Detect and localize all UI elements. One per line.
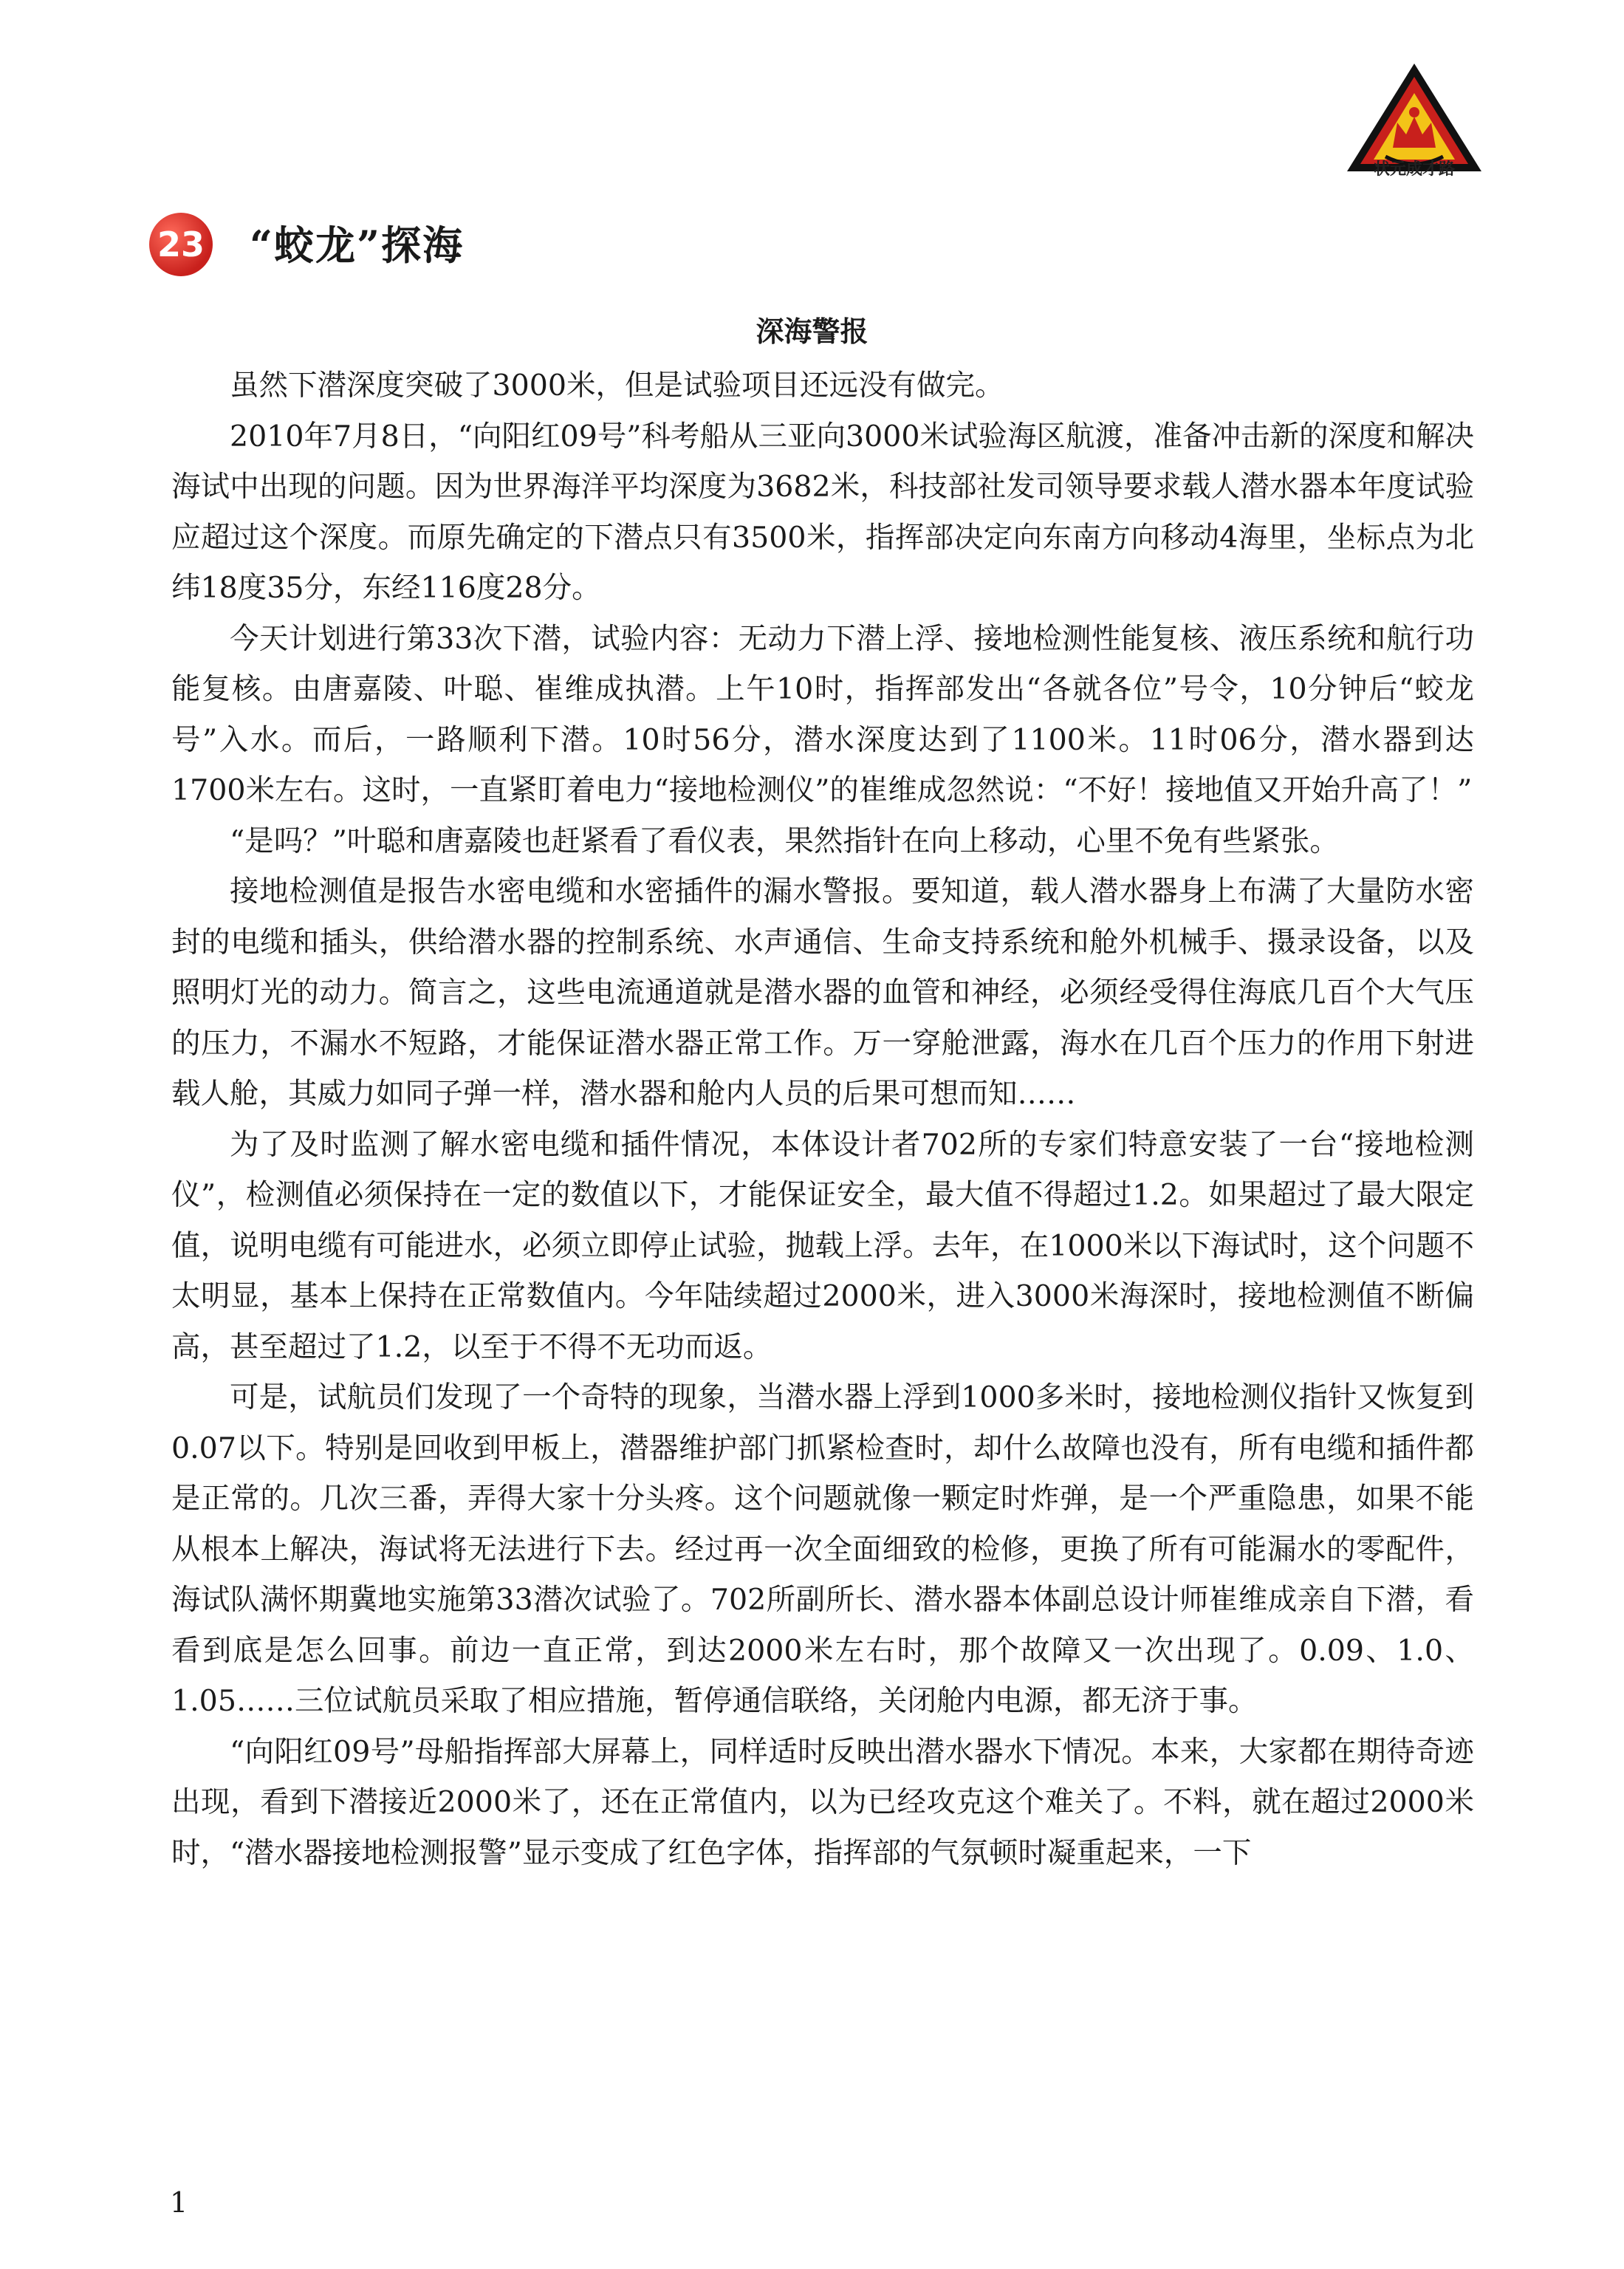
paragraph: 可是，试航员们发现了一个奇特的现象，当潜水器上浮到1000多米时，接地检测仪指针又恢复到0.07以下。特别是回收到甲板上，潜器维护部门抓紧检查时，却什么故障也没有，所有电缆和插件都是正常的。几次三番，弄得大家十分头疼。这个问题就像一颗定时炸弹，是一个严重隐患，如果不能从根本上解决，海试将无法进行下去。经过再一次全面细致的检修，更换了所有可能漏水的零配件，海试队满怀期冀地实施第33潜次试验了。702所副所长、潜水器本体副总设计师崔维成亲自下潜，看看到底是怎么回事。前边一直正常，到达2000米左右时，那个故障又一次出现了。0.09、1.0、1.05……三位试航员采取了相应措施，暂停通信联络，关闭舱内电源，都无济于事。 <box>171 1380 1474 1718</box>
paragraph: 2010年7月8日，“向阳红09号”科考船从三亚向3000米试验海区航渡，准备冲击新的深度和解决海试中出现的问题。因为世界海洋平均深度为3682米，科技部社发司领导要求载人潜水器本年度试验应超过这个深度。而原先确定的下潜点只有3500米，指挥部决定向东南方向移动4海里，坐标点为北纬18度35分，东经116度28分。 <box>171 419 1474 605</box>
paragraph: 今天计划进行第33次下潜，试验内容：无动力下潜上浮、接地检测性能复核、液压系统和航行功能复核。由唐嘉陵、叶聪、崔维成执潜。上午10时，指挥部发出“各就各位”号令，10分钟后“蛟龙号”入水。而后，一路顺利下潜。10时56分，潜水深度达到了1100米。11时06分，潜水器到达1700米左右。这时，一直紧盯着电力“接地检测仪”的崔维成忽然说：“不好！接地值又开始升高了！” <box>171 621 1474 807</box>
paragraph: 接地检测值是报告水密电缆和水密插件的漏水警报。要知道，载人潜水器身上布满了大量防水密封的电缆和插头，供给潜水器的控制系统、水声通信、生命支持系统和舱外机械手、摄录设备，以及照明灯光的动力。简言之，这些电流通道就是潜水器的血管和神经，必须经受得住海底几百个大气压的压力，不漏水不短路，才能保证潜水器正常工作。万一穿舱泄露，海水在几百个压力的作用下射进载人舱，其威力如同子弹一样，潜水器和舱内人员的后果可想而知…… <box>171 875 1474 1111</box>
brand-logo-text: 状元成才路 <box>1373 160 1455 179</box>
page-number: 1 <box>170 2186 188 2219</box>
paragraph: 虽然下潜深度突破了3000米，但是试验项目还远没有做完。 <box>230 369 1004 403</box>
paragraph: “是吗？”叶聪和唐嘉陵也赶紧看了看仪表，果然指针在向上移动，心里不免有些紧张。 <box>230 824 1339 858</box>
chapter-title: “蛟龙”探海 <box>250 222 465 269</box>
paragraph: 为了及时监测了解水密电缆和插件情况，本体设计者702所的专家们特意安装了一台“接地检测仪”，检测值必须保持在一定的数值以下，才能保证安全，最大值不得超过1.2。如果超过了最大限定值，说明电缆有可能进水，必须立即停止试验，抛载上浮。去年，在1000米以下海试时，这个问题不太明显，基本上保持在正常数值内。今年陆续超过2000米，进入3000米海深时，接地检测值不断偏高，甚至超过了1.2，以至于不得不无功而返。 <box>171 1127 1474 1364</box>
chapter-number-badge: 23 <box>149 213 213 276</box>
article-body <box>171 360 1474 1878</box>
section-title: 深海警报 <box>756 315 868 348</box>
paragraph: “向阳红09号”母船指挥部大屏幕上，同样适时反映出潜水器水下情况。本来，大家都在期待奇迹出现，看到下潜接近2000米了，还在正常值内，以为已经攻克这个难关了。不料，就在超过2000米时，“潜水器接地检测报警”显示变成了红色字体，指挥部的气氛顿时凝重起来，一下 <box>171 1734 1474 1870</box>
